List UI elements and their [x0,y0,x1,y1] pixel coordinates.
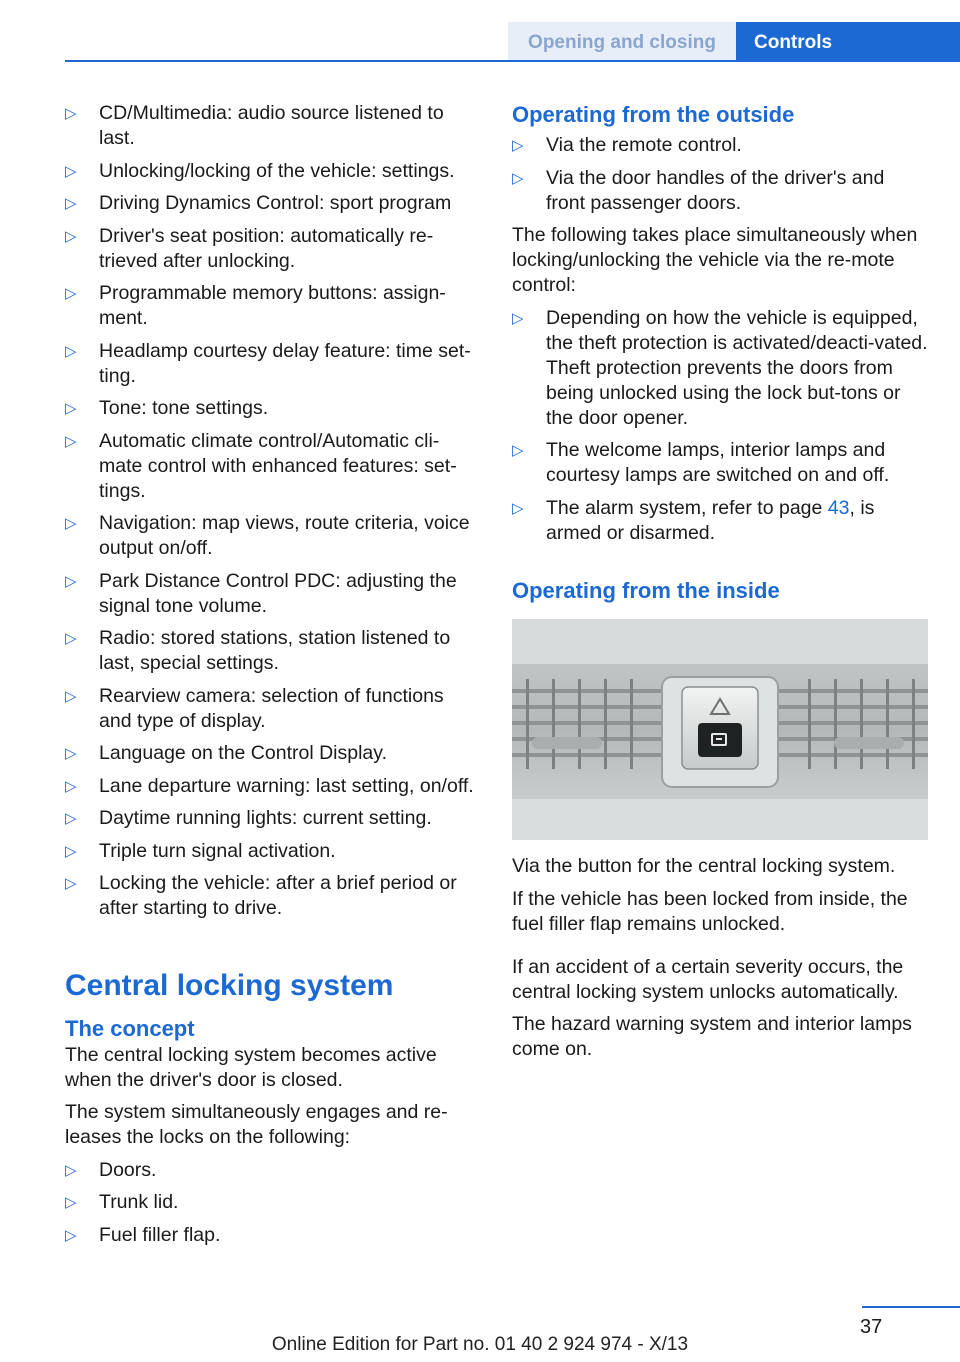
triangle-bullet-icon: ▷ [512,442,524,459]
list-item-text: Trunk lid. [99,1191,179,1213]
outside-heading: Operating from the outside [512,102,795,127]
list-item-text: Unlocking/locking of the vehicle: settings. [99,159,455,182]
list-item [65,741,478,766]
list-item [65,1158,478,1183]
list-item [65,281,478,331]
list-item [65,569,478,619]
outside-list [512,133,928,216]
triangle-bullet-icon: ▷ [65,432,77,450]
list-item [65,774,478,799]
list-item-text: Programmable memory buttons: assign‐ment. [99,282,446,329]
triangle-bullet-icon: ▷ [65,105,77,122]
list-item-text: Triple turn signal activation. [99,839,336,862]
list-item-text: The welcome lamps, interior lamps and courtesy lamps are switched on and off. [546,439,890,486]
list-item-text: Park Distance Control PDC: adjusting the signal tone volume. [99,569,457,617]
triangle-bullet-icon: ▷ [65,630,77,647]
page-number: 37 [860,1316,883,1338]
list-item-text: Tone: tone settings. [99,397,269,419]
triangle-bullet-icon: ▷ [65,1194,77,1211]
list-item [512,133,928,158]
list-item-text: Rearview camera: selection of functions and type of display. [99,684,444,732]
triangle-bullet-icon: ▷ [65,777,77,795]
triangle-bullet-icon: ▷ [65,342,77,360]
list-item-text: CD/Multimedia: audio source listened to last. [99,102,444,149]
list-item [512,166,928,216]
concept-paragraph-1: The central locking system becomes active when the driver's door is closed. [65,1043,437,1091]
list-item [65,626,478,676]
triangle-bullet-icon: ▷ [65,285,77,302]
triangle-bullet-icon: ▷ [65,687,77,705]
list-item [65,806,478,831]
header-section-tab: Opening and closing [508,22,736,62]
list-item [65,191,478,216]
list-item [65,839,478,864]
page-reference-link[interactable]: 43 [827,496,850,519]
triangle-bullet-icon: ▷ [65,810,77,827]
triangle-bullet-icon: ▷ [512,309,524,327]
left-column [65,101,478,1255]
triangle-bullet-icon: ▷ [65,1226,77,1244]
list-item [65,159,478,184]
list-item-text: Locking the vehicle: after a brief period or after starting to drive. [99,872,457,919]
list-item-text: Daytime running lights: current setting. [99,807,432,829]
settings-list [65,101,478,921]
header-rule [65,60,960,62]
inside-paragraph-3: The hazard warning system and interior lamps come on. [512,1013,912,1060]
list-item [512,438,928,488]
list-item-text: Via the door handles of the driver's and front passenger doors. [546,166,885,214]
outside-paragraph: The following takes place simultaneously when locking/unlocking the vehicle via the re‐mote control: [512,224,918,296]
list-item [65,339,478,389]
list-item [65,511,478,561]
list-item [65,684,478,734]
triangle-bullet-icon: ▷ [512,499,524,517]
list-item [512,496,928,546]
triangle-bullet-icon: ▷ [65,195,77,212]
triangle-bullet-icon: ▷ [65,162,77,180]
list-item-text: Via the remote control. [546,134,742,156]
list-item-text: Language on the Control Display. [99,742,387,764]
triangle-bullet-icon: ▷ [512,137,524,154]
triangle-bullet-icon: ▷ [512,169,524,187]
list-item [512,306,928,431]
inside-paragraph-1: If the vehicle has been locked from inside, the fuel filler flap remains unlocked. [512,887,908,935]
footer-edition: Online Edition for Part no. 01 40 2 924 974 - X/13 [271,1334,689,1355]
list-item-text: Depending on how the vehicle is equipped, the theft protection is activated/deacti‐vated. Theft protection prevents the doors from being unlocked using the lock but‐tons or the door opener. [546,306,928,429]
effects-list [512,306,928,489]
triangle-bullet-icon: ▷ [65,842,77,860]
header-active-tab: Controls [736,22,960,62]
alarm-text-before: The alarm system, refer to page [546,496,828,519]
list-item [65,224,478,274]
list-item-text: Lane departure warning: last setting, on/off. [99,774,474,797]
list-item-text: Headlamp courtesy delay feature: time set‐ting. [99,339,471,387]
list-item [65,101,478,151]
inside-heading: Operating from the inside [512,578,780,603]
central-locking-button-photo [512,619,928,840]
photo-caption: Via the button for the central locking system. [512,855,896,877]
list-item-text: Driver's seat position: automatically re‐trieved after unlocking. [99,224,434,272]
list-item-text: Driving Dynamics Control: sport program [99,192,452,214]
list-item [65,429,478,504]
right-column [512,101,928,1070]
list-item [65,1190,478,1215]
triangle-bullet-icon: ▷ [65,515,77,532]
triangle-bullet-icon: ▷ [65,745,77,762]
triangle-bullet-icon: ▷ [65,1161,77,1179]
list-item-text: Doors. [99,1158,157,1181]
concept-heading: The concept [65,1015,195,1041]
list-item-text: Navigation: map views, route criteria, voice output on/off. [99,512,470,559]
list-item-text: Radio: stored stations, station listened to last, special settings. [99,627,451,674]
triangle-bullet-icon: ▷ [65,227,77,245]
inside-paragraph-2: If an accident of a certain severity occurs, the central locking system unlocks automatically. [512,955,904,1003]
alarm-text-after: , is armed or disarmed. [546,496,875,544]
list-item [65,396,478,421]
triangle-bullet-icon: ▷ [65,875,77,892]
list-item-text: Fuel filler flap. [99,1223,221,1246]
section-title: Central locking system [65,968,394,1002]
triangle-bullet-icon: ▷ [65,400,77,417]
list-item [65,1223,478,1248]
list-item [65,871,478,921]
page-number-rule [862,1306,960,1308]
locks-list [65,1158,478,1248]
alarm-list [512,496,928,546]
list-item-text: Automatic climate control/Automatic cli‐mate control with enhanced features: set‐tings. [99,429,457,502]
concept-paragraph-2: The system simultaneously engages and re‐leases the locks on the following: [65,1101,448,1148]
triangle-bullet-icon: ▷ [65,572,77,590]
